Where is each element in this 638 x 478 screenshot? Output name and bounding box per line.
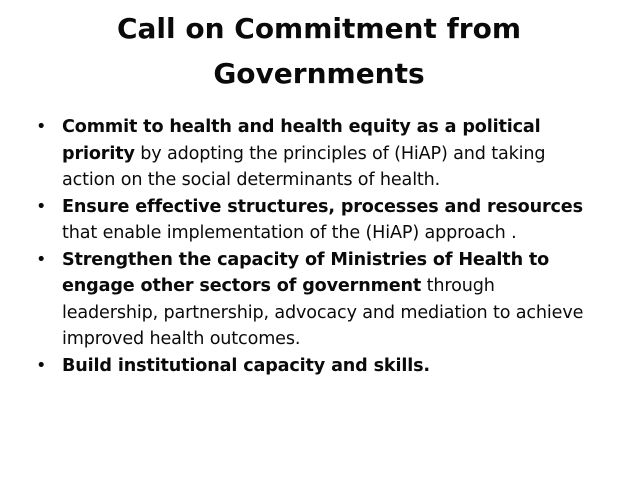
bullet-bold-text: Ensure effective structures, processes and resources — [62, 196, 583, 217]
title-line-1: Call on Commitment from — [116, 12, 522, 45]
bullet-text: that enable implementation of the (HiAP) approach . — [62, 223, 517, 243]
bullet-text: by adopting the principles of (HiAP) and taking action on the social determinants of health. — [62, 143, 546, 190]
bullet-list — [36, 114, 596, 379]
slide-title — [60, 6, 578, 96]
title-line-2: Governments — [213, 57, 425, 90]
bullet-bold-text: Build institutional capacity and skills. — [62, 355, 430, 376]
bullet-item — [36, 353, 596, 380]
bullet-icon: • — [36, 249, 47, 270]
bullet-bold-text: Commit to health and health equity as a political priority — [62, 117, 541, 164]
bullet-item — [36, 247, 596, 353]
bullet-text: through leadership, partnership, advocacy and mediation to achieve improved health outcomes. — [62, 276, 584, 349]
bullet-icon: • — [36, 355, 47, 376]
bullet-icon: • — [36, 196, 47, 217]
bullet-item — [36, 194, 596, 247]
bullet-bold-text: Strengthen the capacity of Ministries of Health to engage other sectors of government — [62, 249, 550, 296]
bullet-item — [36, 114, 596, 194]
bullet-icon: • — [36, 117, 47, 137]
